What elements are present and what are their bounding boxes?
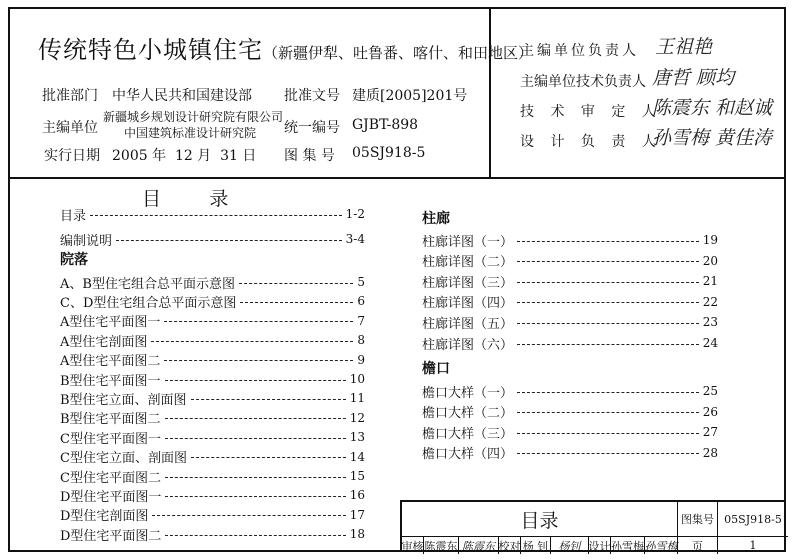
tb-page: 1 (749, 539, 757, 552)
toc-section: 檐口 (422, 361, 450, 377)
leader-line (165, 438, 346, 439)
approval-no: 建质[2005]201号 (352, 88, 468, 104)
atlas-no-label: 图 集 号 (284, 148, 335, 164)
toc-entry-page: 13 (349, 430, 365, 445)
leader-line (165, 496, 345, 497)
title-block (400, 500, 786, 552)
toc-entry-title: B型住宅平面图一 (60, 373, 161, 389)
toc-entry[interactable] (60, 370, 365, 388)
leader-line (164, 321, 353, 322)
toc-entry-page: 12 (349, 410, 365, 425)
toc-entry-title: A型住宅平面图二 (60, 354, 161, 370)
toc-entry[interactable] (422, 293, 718, 311)
editor-1: 新疆城乡规划设计研究院有限公司 (103, 110, 284, 124)
toc-entry-title: 檐口大样（三） (422, 426, 514, 442)
toc-entry[interactable] (60, 292, 365, 310)
toc-entry[interactable] (60, 486, 365, 504)
toc-entry-title: D型住宅剖面图 (60, 509, 149, 525)
leader-line (517, 282, 699, 283)
signature: 陈震东 和赵诚 (652, 97, 773, 119)
toc-entry[interactable] (422, 334, 718, 352)
tb-design-label: 设计 (589, 537, 611, 554)
toc-entry-page: 21 (702, 274, 718, 289)
toc-entry[interactable] (422, 231, 718, 249)
toc-entry[interactable] (60, 312, 365, 330)
leader-line (191, 399, 346, 400)
leader-line (165, 535, 345, 536)
tb-designer: 孙雪梅 (611, 537, 645, 554)
toc-entry-title: C、D型住宅组合总平面示意图 (60, 295, 237, 311)
leader-line (239, 283, 353, 284)
toc-entry-title: B型住宅平面图二 (60, 412, 161, 428)
toc-entry-page: 26 (702, 404, 718, 419)
toc-entry-page: 20 (702, 253, 718, 268)
toc-entry-title: 柱廊详图（五） (422, 316, 514, 332)
tb-atlas-label: 图集号 (678, 502, 718, 537)
tb-check-label: 校对 (499, 537, 521, 554)
toc-entry-page: 3-4 (345, 232, 365, 246)
toc-entry-page: 28 (702, 445, 718, 460)
toc-entry-page: 6 (357, 294, 365, 309)
leader-line (164, 360, 353, 361)
date-label: 实行日期 (44, 148, 100, 164)
toc-entry-title: D型住宅平面图一 (60, 489, 162, 505)
toc-entry[interactable] (422, 403, 718, 421)
toc-entry-title: A型住宅剖面图 (60, 334, 148, 350)
leader-line (191, 457, 346, 458)
toc-entry-page: 15 (349, 469, 365, 483)
leader-line (165, 477, 346, 478)
editor-label: 主编单位 (42, 120, 98, 136)
toc-entry-title: 檐口大样（二） (422, 406, 514, 422)
tb-reviewer: 陈震东 (424, 537, 459, 554)
toc-entry-title: 檐口大样（四） (422, 447, 514, 463)
toc-entry-title: A、B型住宅组合总平面示意图 (60, 276, 235, 292)
toc-entry[interactable] (60, 205, 365, 223)
leader-line (165, 380, 346, 381)
date: 2005 年 12 月 31 日 (112, 148, 257, 164)
toc-entry[interactable] (60, 351, 365, 369)
toc-entry-page: 27 (702, 425, 718, 440)
toc-entry-title: A型住宅平面图一 (60, 315, 161, 331)
tb-reviewer-sig: 陈震东 (459, 537, 499, 554)
leader-line (90, 215, 342, 216)
toc-entry-title: D型住宅平面图二 (60, 528, 162, 544)
toc-entry[interactable] (60, 506, 365, 524)
toc-entry-page: 10 (349, 372, 365, 386)
leader-line (517, 344, 699, 345)
responsible-label: 设 计 负 责 人 (520, 134, 662, 150)
leader-line (517, 433, 699, 434)
signature: 唐哲 顾均 (652, 67, 735, 89)
tb-atlas-no: 05SJ918-5 (718, 502, 788, 537)
approval-dept-label: 批准部门 (42, 88, 98, 104)
toc-entry-page: 11 (349, 391, 365, 406)
leader-line (152, 515, 345, 516)
responsible-label: 技 术 审 定 人 (520, 104, 662, 120)
atlas-title (38, 30, 533, 65)
leader-line (517, 302, 699, 303)
toc-entry-title: 柱廊详图（一） (422, 234, 514, 250)
toc-entry-page: 18 (349, 527, 365, 542)
toc-section: 院落 (60, 252, 88, 268)
leader-line (517, 261, 699, 262)
toc-entry[interactable] (60, 467, 365, 485)
toc-entry-title: 柱廊详图（六） (422, 337, 514, 353)
title-sub: （新疆伊犁、吐鲁番、喀什、和田地区） (263, 44, 534, 62)
toc-entry[interactable] (60, 273, 365, 291)
tb-page-label: 页 (678, 537, 718, 554)
leader-line (517, 241, 699, 242)
leader-line (517, 453, 699, 454)
tb-title: 目录 (402, 502, 678, 537)
editor-2: 中国建筑标准设计研究院 (124, 126, 257, 140)
tb-designer-sig: 孙雪梅 (645, 537, 678, 554)
toc-entry-title: B型住宅立面、剖面图 (60, 392, 187, 408)
toc-section: 柱廊 (422, 211, 450, 227)
toc-entry[interactable] (422, 423, 718, 441)
toc-entry[interactable] (422, 313, 718, 331)
toc-entry[interactable] (60, 428, 365, 446)
toc-entry[interactable] (60, 525, 365, 543)
leader-line (151, 341, 353, 342)
toc-entry[interactable] (422, 252, 718, 270)
toc-entry[interactable] (422, 382, 718, 400)
toc-entry-title: 编制说明 (60, 233, 113, 249)
toc-entry-title: 柱廊详图（三） (422, 275, 514, 291)
approval-dept: 中华人民共和国建设部 (112, 88, 252, 104)
toc-entry-title: 柱廊详图（四） (422, 296, 514, 312)
tb-checker: 杨 钊 (521, 537, 551, 554)
responsible-label: 主编单位技术负责人 (520, 74, 646, 90)
toc-entry-page: 23 (702, 315, 718, 330)
unified-no-label: 统一编号 (284, 120, 340, 136)
leader-line (517, 323, 699, 324)
toc-entry-title: 目录 (60, 208, 87, 224)
atlas-no: 05SJ918-5 (352, 145, 426, 161)
toc-entry[interactable] (60, 448, 365, 466)
tb-review-label: 审核 (402, 537, 424, 554)
responsible-label: 主编单位负责人 (520, 43, 639, 59)
toc-entry-page: 19 (702, 233, 718, 247)
toc-entry-page: 22 (702, 294, 718, 309)
toc-entry-page: 5 (357, 275, 365, 289)
unified-no: GJBT-898 (352, 117, 419, 133)
toc-entry-title: 柱廊详图（二） (422, 255, 514, 271)
toc-entry-page: 24 (702, 336, 718, 350)
toc-entry[interactable] (60, 331, 365, 349)
tb-checker-sig: 杨钊 (551, 537, 589, 554)
title-main: 传统特色小城镇住宅 (38, 36, 263, 64)
toc-entry-page: 9 (357, 352, 365, 367)
toc-entry-title: 檐口大样（一） (422, 385, 514, 401)
leader-line (240, 302, 353, 303)
toc-entry[interactable] (60, 409, 365, 427)
leader-line (116, 240, 342, 241)
toc-entry[interactable] (60, 230, 365, 248)
leader-line (165, 418, 346, 419)
toc-entry-page: 16 (349, 488, 365, 503)
toc-entry-page: 8 (357, 333, 365, 348)
toc-entry[interactable] (60, 389, 365, 407)
toc-entry-page: 1-2 (345, 207, 365, 221)
toc-entry-page: 25 (702, 384, 718, 398)
toc-entry-page: 17 (349, 507, 365, 522)
leader-line (517, 392, 699, 393)
toc-heading: 目 录 (142, 188, 229, 210)
toc-entry-title: C型住宅平面图二 (60, 470, 161, 486)
toc-entry-page: 7 (357, 313, 365, 328)
signature: 孙雪梅 黄佳涛 (652, 127, 773, 149)
toc-entry[interactable] (422, 444, 718, 462)
leader-line (517, 412, 699, 413)
toc-entry-title: C型住宅立面、剖面图 (60, 451, 187, 467)
toc-entry-page: 14 (349, 449, 365, 464)
signature: 王祖艳 (655, 36, 713, 58)
toc-entry-title: C型住宅平面图一 (60, 431, 161, 447)
approval-no-label: 批准文号 (284, 88, 340, 104)
toc-entry[interactable] (422, 272, 718, 290)
